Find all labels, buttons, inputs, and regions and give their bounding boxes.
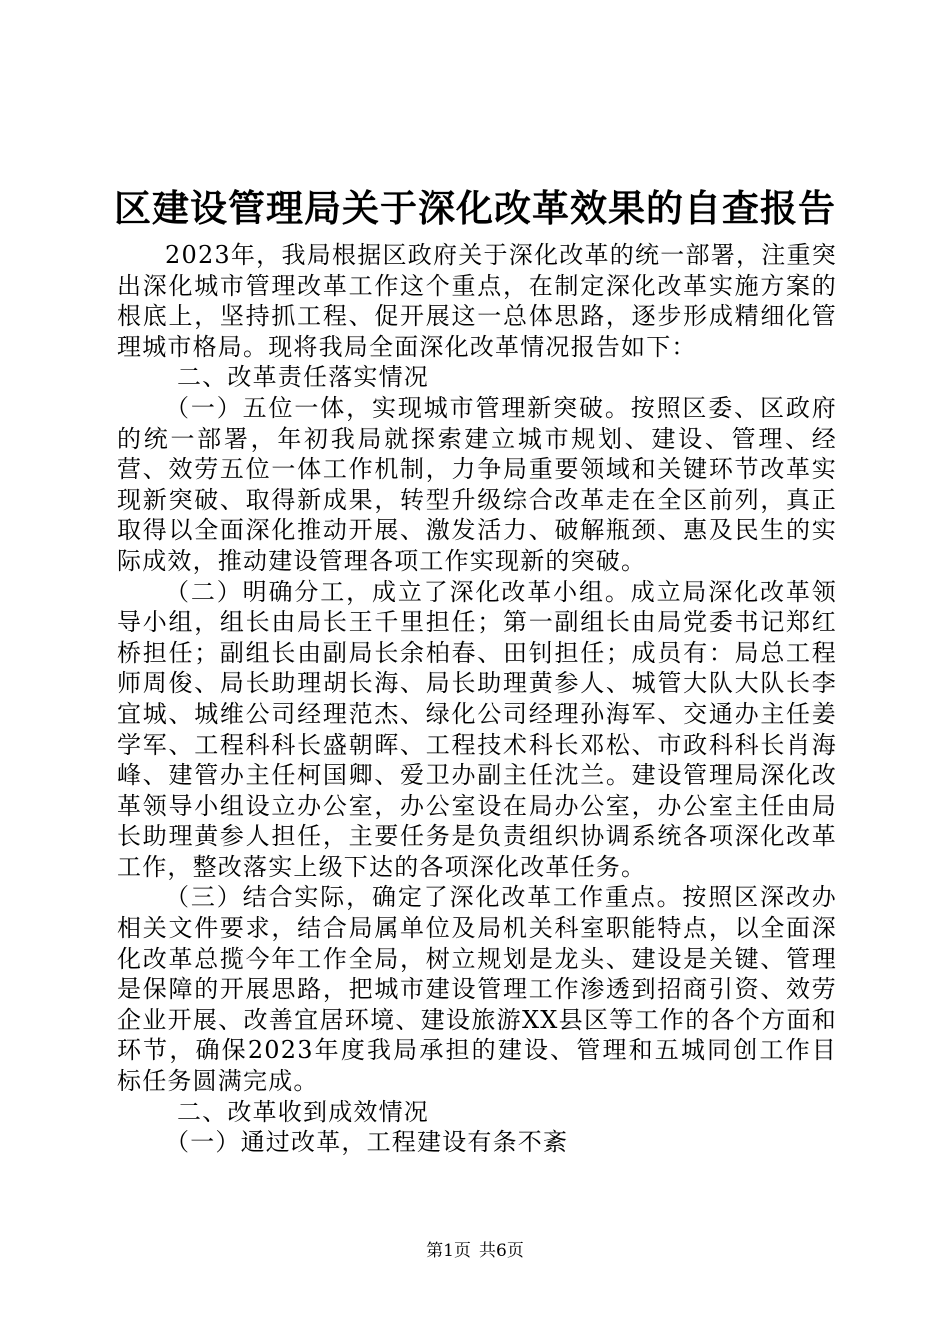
document-body <box>117 240 837 1158</box>
page-total: 共6页 <box>479 1241 524 1261</box>
paragraph-reform-group: （二）明确分工，成立了深化改革小组。成立局深化改革领导小组，组长由局长王千里担任；第一副组长由局党委书记郑红桥担任；副组长由副局长余柏春、田钊担任；成员有：局总工程师周俊、局长助理胡长海、局长助理黄参人、城管大队大队长李宜城、城维公司经理范杰、绿化公司经理孙海军、交通办主任姜学军、工程科科长盛朝晖、工程技术科长邓松、市政科科长肖海峰、建管办主任柯国卿、爱卫办副主任沈兰。建设管理局深化改革领导小组设立办公室，办公室设在局办公室，办公室主任由局长助理黄参人担任，主要任务是负责组织协调系统各项深化改革工作，整改落实上级下达的各项深化改革任务。 <box>117 577 837 881</box>
document-title: 区建设管理局关于深化改革效果的自查报告 <box>114 186 836 230</box>
intro-paragraph: 2023年，我局根据区政府关于深化改革的统一部署，注重突出深化城市管理改革工作这个重点，在制定深化改革实施方案的根底上，坚持抓工程、促开展这一总体思路，逐步形成精细化管理城市格局。现将我局全面深化改革情况报告如下： <box>117 241 837 361</box>
paragraph-five-in-one: （一）五位一体，实现城市管理新突破。按照区委、区政府的统一部署，年初我局就探索建立城市规划、建设、管理、经营、效劳五位一体工作机制，力争局重要领域和关键环节改革实现新突破、取得新成果，转型升级综合改革走在全区前列，真正取得以全面深化推动开展、激发活力、破解瓶颈、惠及民生的实际成效，推动建设管理各项工作实现新的突破。 <box>117 393 837 575</box>
paragraph-project-construction: （一）通过改革，工程建设有条不紊 <box>165 1128 569 1157</box>
page-number: 第1页 <box>426 1241 471 1261</box>
section-heading-responsibility: 二、改革责任落实情况 <box>177 363 429 392</box>
page-footer <box>0 1240 950 1262</box>
section-heading-results: 二、改革收到成效情况 <box>177 1097 429 1126</box>
paragraph-reform-focus: （三）结合实际，确定了深化改革工作重点。按照区深改办相关文件要求，结合局属单位及局机关科室职能特点，以全面深化改革总揽今年工作全局，树立规划是龙头、建设是关键、管理是保障的开展思路，把城市建设管理工作渗透到招商引资、效劳企业开展、改善宜居环境、建设旅游XX县区等工作的各个方面和环节，确保2023年度我局承担的建设、管理和五城同创工作目标任务圆满完成。 <box>117 883 837 1096</box>
